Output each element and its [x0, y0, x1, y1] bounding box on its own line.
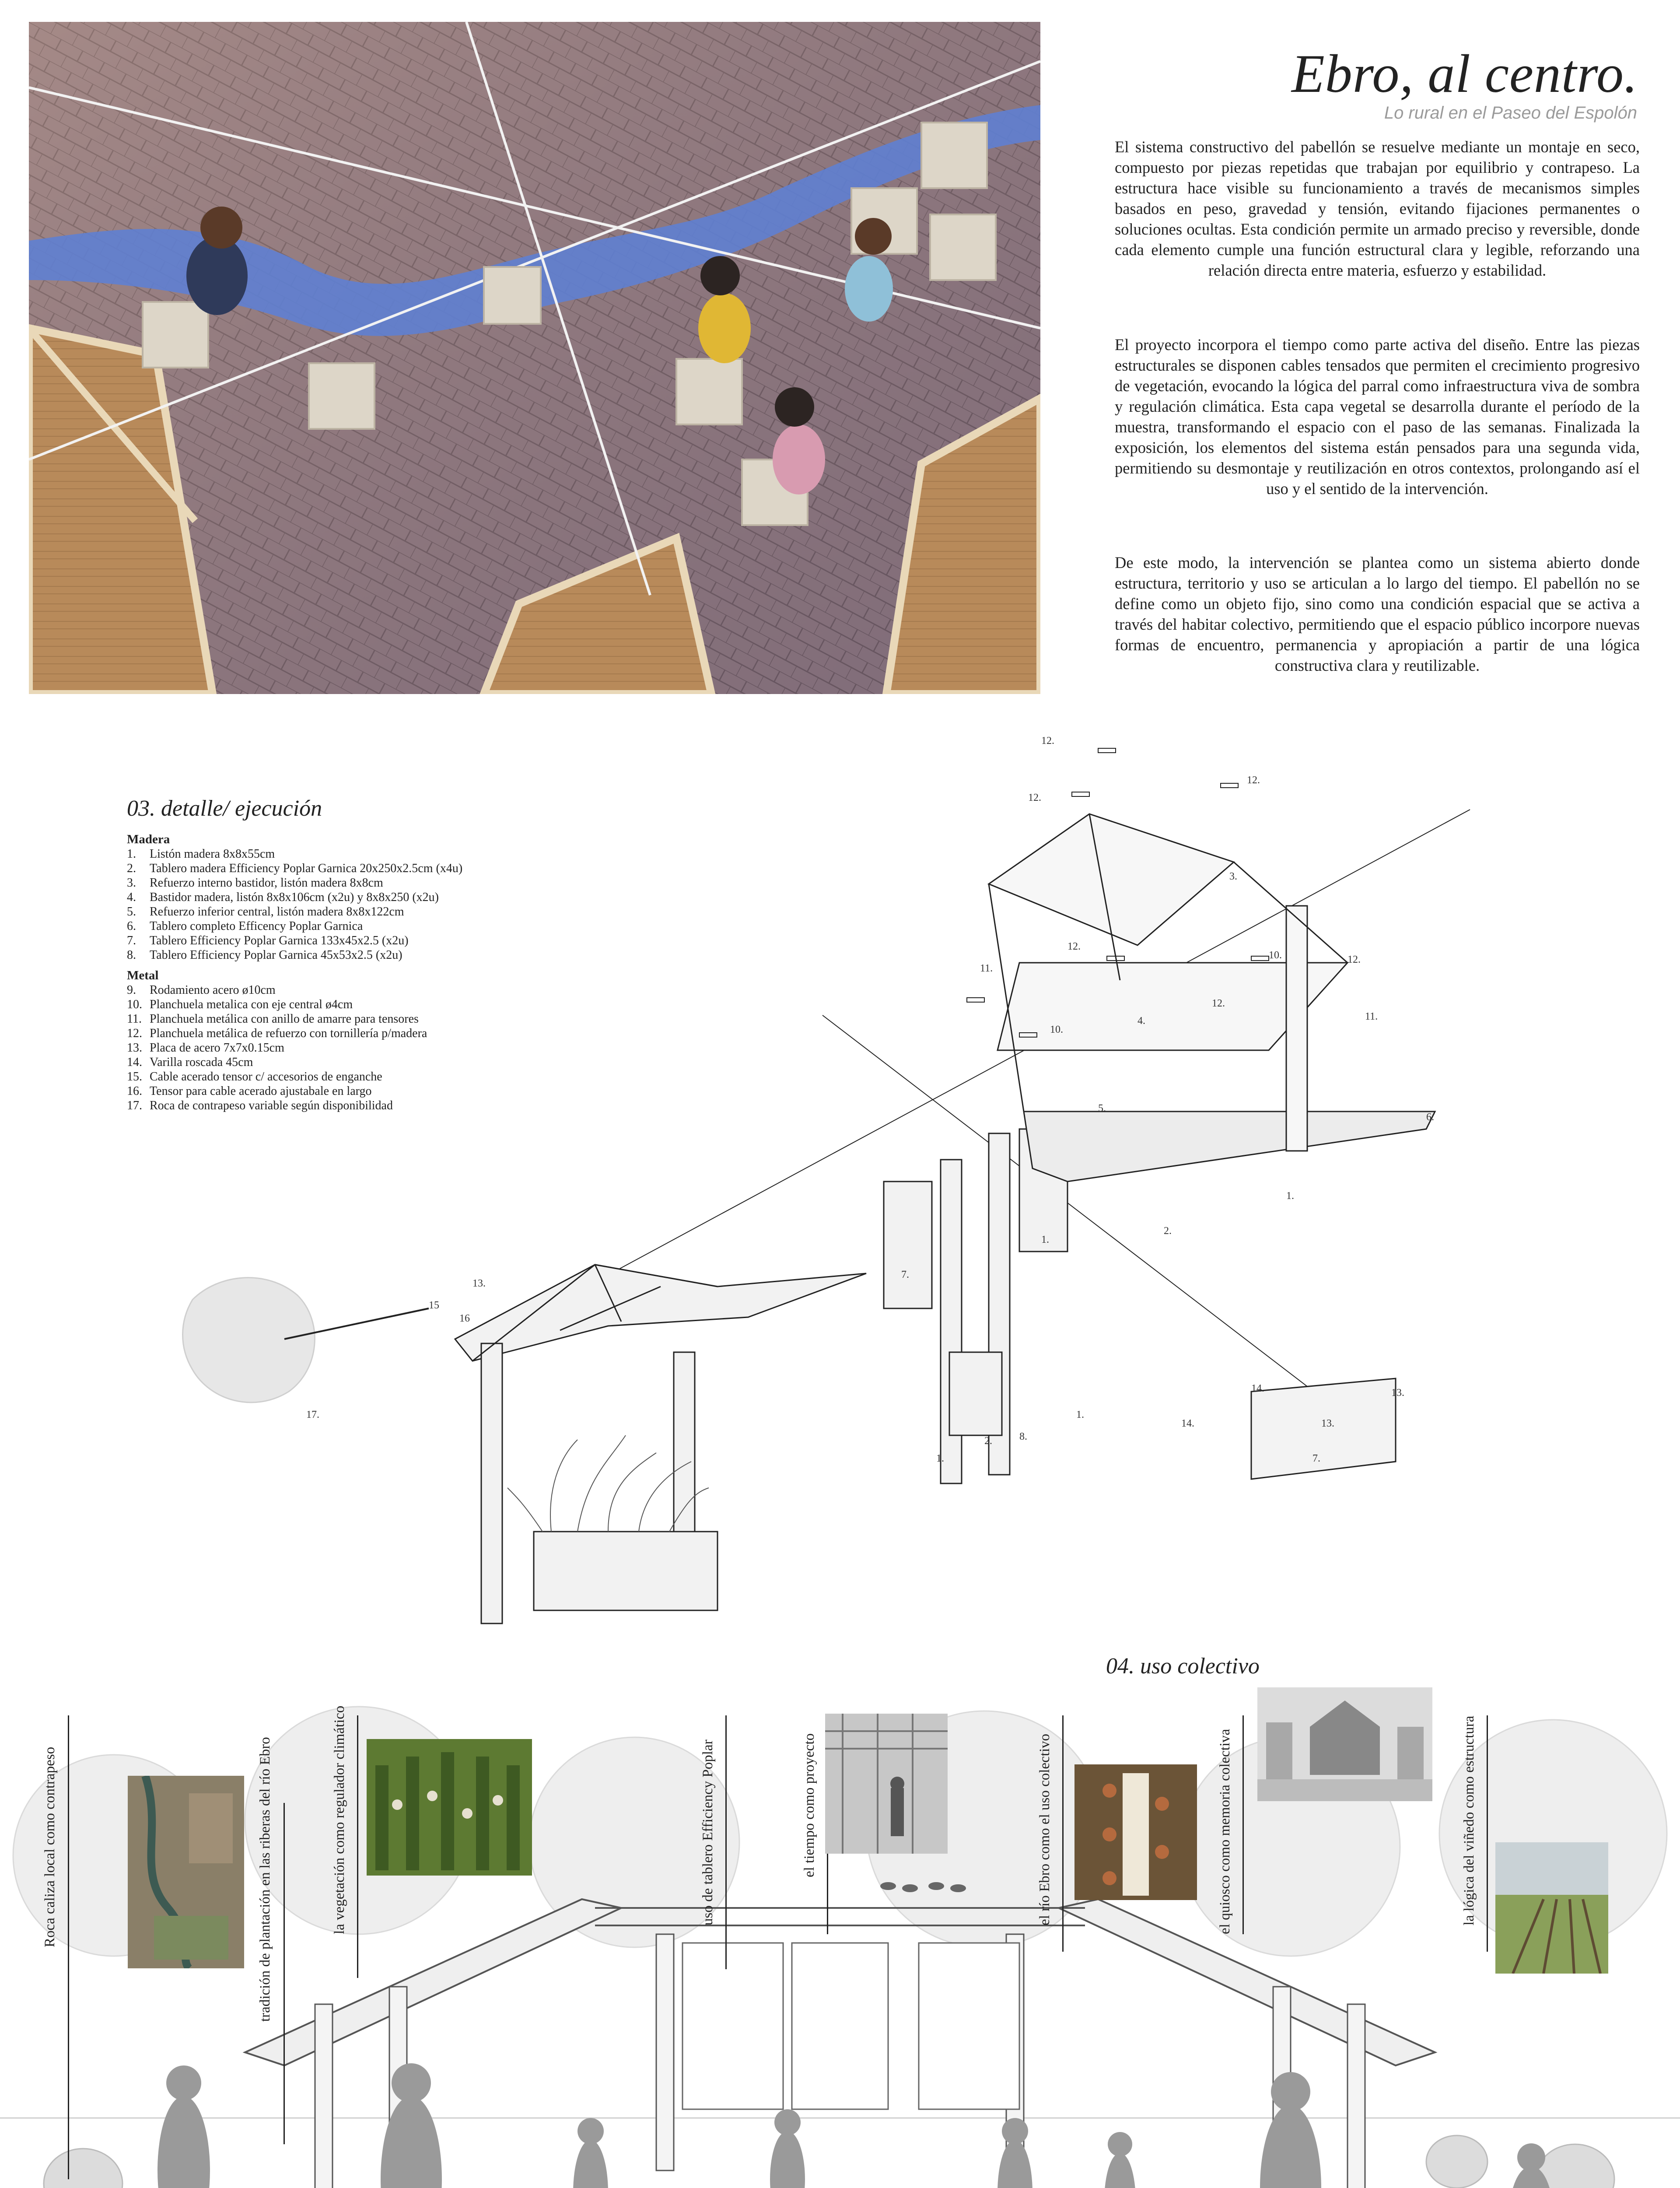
- callout-number: 14.: [1181, 1418, 1194, 1429]
- thumbnail-aerial-map: [128, 1776, 244, 1968]
- callout-number: 12.: [1348, 954, 1361, 965]
- label-quiosco: el quiosco como memoria colectiva: [1217, 1729, 1233, 1934]
- callout-number: 6.: [1426, 1112, 1434, 1123]
- callout-number: 12.: [1041, 735, 1054, 747]
- callout-number: 8.: [1019, 1431, 1027, 1442]
- callout-number: 15: [429, 1300, 439, 1311]
- label-contrapeso: Roca caliza local como contrapeso: [42, 1746, 58, 1947]
- legend-item: 5. Refuerzo inferior central, listón madera 8x8x122cm: [127, 905, 404, 919]
- legend-item: 16. Tensor para cable acerado ajustabale en largo: [127, 1084, 372, 1098]
- callout-number: 13.: [472, 1278, 486, 1289]
- callout-number: 17.: [306, 1409, 319, 1420]
- callout-number: 12.: [1028, 792, 1041, 803]
- legend-item: 15. Cable acerado tensor c/ accesorios de enganche: [127, 1070, 382, 1083]
- callout-number: 1.: [1286, 1190, 1294, 1202]
- body-paragraph-2: El proyecto incorpora el tiempo como parte activa del diseño. Entre las piezas estructurales se disponen cables tensados que permiten el crecimiento progresivo de vegetación, evocando la lógica del parral como infraestructura viva de sombra y regulación climática. Esta capa vegetal se desarrolla durante el período de la muestra, transformando el espacio con el paso de las semanas. Finalizada la exposición, los elementos del sistema están pensados para una segunda vida, permitiendo su desmontaje y reutilización en otros contextos, prolongando así el uso y el sentido de la intervención.: [1115, 336, 1640, 498]
- callout-number: 2.: [984, 1435, 992, 1447]
- callout-number: 10.: [1269, 950, 1282, 961]
- label-line: [357, 1715, 358, 1978]
- thumbnail-vineyard-harvest: [367, 1739, 532, 1876]
- hero-photo: [29, 22, 1040, 694]
- legend-item: 13. Placa de acero 7x7x0.15cm: [127, 1041, 284, 1055]
- legend-item: 8. Tablero Efficiency Poplar Garnica 45x53x2.5 (x2u): [127, 948, 402, 962]
- page-subtitle: Lo rural en el Paseo del Espolón: [1384, 103, 1637, 123]
- label-vinedo: la lógica del viñedo como estructura: [1461, 1715, 1477, 1925]
- label-riberas: tradición de plantación en las riberas del río Ebro: [257, 1737, 273, 2022]
- callout-number: 13.: [1321, 1418, 1334, 1429]
- callout-number: 3.: [1229, 871, 1237, 882]
- callout-number: 12.: [1247, 775, 1260, 786]
- legend-item: 11. Planchuela metálica con anillo de amarre para tensores: [127, 1012, 419, 1026]
- label-line: [1242, 1715, 1244, 1934]
- callout-number: 7.: [901, 1269, 909, 1280]
- legend-item: 4. Bastidor madera, listón 8x8x106cm (x2u) y 8x8x250 (x2u): [127, 891, 439, 904]
- thumbnail-vineyard-rows: [1495, 1842, 1608, 1974]
- thumbnail-collective-meal: [1074, 1764, 1197, 1900]
- legend-item: 10. Planchuela metalica con eje central ø4cm: [127, 998, 353, 1011]
- label-vegetacion: la vegetación como regulador climático: [332, 1705, 347, 1934]
- callout-number: 16: [459, 1313, 470, 1324]
- legend-item: 12. Planchuela metálica de refuerzo con tornillería p/madera: [127, 1027, 427, 1040]
- collective-heading: 04. uso colectivo: [1106, 1654, 1260, 1679]
- legend-item: 9. Rodamiento acero ø10cm: [127, 983, 276, 997]
- page-title: Ebro, al centro.: [1291, 44, 1638, 104]
- callout-number: 12.: [1212, 998, 1225, 1009]
- legend-group-title: Madera: [127, 832, 170, 846]
- callout-layer: [166, 718, 1496, 1707]
- legend-item: 2. Tablero madera Efficiency Poplar Garnica 20x250x2.5cm (x4u): [127, 862, 463, 875]
- label-line: [725, 1715, 727, 1969]
- legend-item: 17. Roca de contrapeso variable según disponibilidad: [127, 1099, 393, 1112]
- label-line: [1487, 1715, 1488, 1952]
- callout-number: 7.: [1312, 1453, 1320, 1464]
- thumbnail-kiosk-bw: [1257, 1687, 1432, 1801]
- label-rio-ebro: el río Ebro como el uso colectivo: [1037, 1733, 1053, 1925]
- legend-item: 1. Listón madera 8x8x55cm: [127, 847, 275, 861]
- callout-number: 10.: [1050, 1024, 1063, 1035]
- legend-item: 3. Refuerzo interno bastidor, listón madera 8x8cm: [127, 876, 383, 890]
- body-paragraph-1: El sistema constructivo del pabellón se resuelve mediante un montaje en seco, compuesto por piezas repetidas que trabajan por equilibrio y contrapeso. La estructura hace visible su funcionamiento a través de mecanismos simples basados en peso, gravedad y tensión, evitando fijaciones permanentes o soluciones ocultas. Esta condición permite un armado preciso y reversible, donde cada elemento cumple una función estructural clara y legible, reforzando una relación directa entre materia, esfuerzo y estabilidad.: [1115, 138, 1640, 279]
- callout-number: 14.: [1251, 1383, 1264, 1394]
- callout-number: 1.: [1076, 1409, 1084, 1420]
- body-paragraph-3: De este modo, la intervención se plantea como un sistema abierto donde estructura, territorio y uso se articulan a lo largo del tiempo. El pabellón no se define como un objeto fijo, sino como una condición espacial que se activa a través del habitar colectivo, permitiendo que el espacio público incorpore nuevas formas de encuentro, permanencia y apropiación a partir de una lógica constructiva clara y reutilizable.: [1115, 554, 1640, 674]
- legend-item: 6. Tablero completo Efficency Poplar Garnica: [127, 919, 363, 933]
- thumbnail-pergola-bw: [825, 1714, 948, 1854]
- callout-number: 1.: [936, 1453, 944, 1464]
- label-tiempo: el tiempo como proyecto: [802, 1733, 817, 1877]
- callout-number: 12.: [1068, 941, 1081, 952]
- callout-number: 1.: [1041, 1234, 1049, 1245]
- legend-group-title: Metal: [127, 968, 159, 982]
- callout-number: 11.: [1365, 1011, 1378, 1022]
- label-line: [1062, 1715, 1064, 1952]
- label-tablero: uso de tablero Efficiency Poplar: [700, 1739, 716, 1925]
- callout-number: 4.: [1138, 1015, 1145, 1027]
- callout-number: 11.: [980, 963, 993, 974]
- label-line: [284, 1803, 285, 2144]
- legend-item: 14. Varilla roscada 45cm: [127, 1055, 253, 1069]
- detail-heading: 03. detalle/ ejecución: [127, 796, 322, 821]
- callout-number: 5.: [1098, 1103, 1106, 1114]
- legend-item: 7. Tablero Efficiency Poplar Garnica 133x45x2.5 (x2u): [127, 934, 409, 947]
- callout-number: 2.: [1164, 1225, 1172, 1237]
- callout-number: 13.: [1391, 1387, 1404, 1399]
- label-line: [68, 1715, 69, 2179]
